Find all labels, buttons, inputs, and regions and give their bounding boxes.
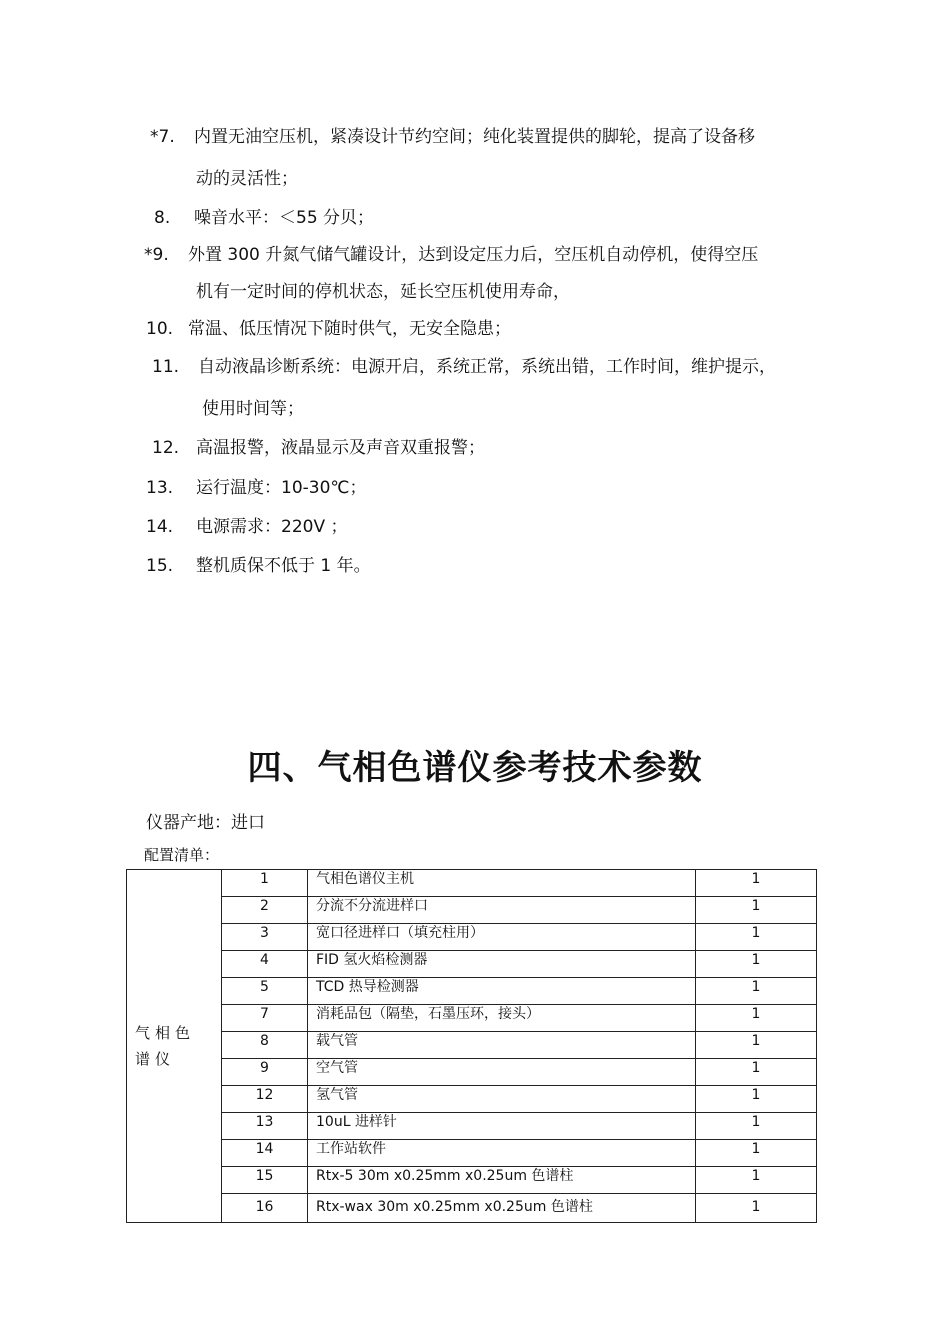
list-item-text: 电源需求：220V ； [196, 517, 348, 537]
item-quantity: 1 [696, 1059, 817, 1086]
item-quantity: 1 [696, 1140, 817, 1167]
list-item-continuation: 使用时间等； [202, 399, 304, 419]
table-row [127, 951, 817, 978]
list-item-text: 噪音水平：＜55 分贝； [194, 208, 375, 228]
list-item-number: *9. [144, 245, 169, 265]
list-item-number: 14. [146, 517, 174, 537]
item-quantity: 1 [696, 951, 817, 978]
list-item-number: 13. [146, 478, 174, 498]
list-item-text: 运行温度：10-30℃； [196, 478, 367, 498]
instrument-origin: 仪器产地：进口 [146, 813, 265, 833]
list-item-number: 12. [152, 438, 180, 458]
item-name: 氢气管 [308, 1086, 696, 1113]
list-item-continuation: 动的灵活性； [196, 169, 298, 189]
item-quantity: 1 [696, 1113, 817, 1140]
config-list-label: 配置清单： [144, 846, 220, 864]
item-name: Rtx-wax 30m x0.25mm x0.25um 色谱柱 [308, 1194, 696, 1223]
item-quantity: 1 [696, 1194, 817, 1223]
item-name: TCD 热导检测器 [308, 978, 696, 1005]
list-item-number: 11. [152, 357, 180, 377]
row-number: 7 [222, 1005, 308, 1032]
table-row [127, 1113, 817, 1140]
item-name: 载气管 [308, 1032, 696, 1059]
item-quantity: 1 [696, 1032, 817, 1059]
table-row [127, 1194, 817, 1223]
table-row [127, 1059, 817, 1086]
row-number: 3 [222, 924, 308, 951]
table-row [127, 1005, 817, 1032]
row-number: 4 [222, 951, 308, 978]
row-number: 2 [222, 897, 308, 924]
item-quantity: 1 [696, 1005, 817, 1032]
section-title: 四、气相色谱仪参考技术参数 [247, 748, 703, 788]
item-name: 空气管 [308, 1059, 696, 1086]
list-item-number: *7. [150, 127, 175, 147]
list-item-text: 内置无油空压机，紧凑设计节约空间；纯化装置提供的脚轮，提高了设备移 [194, 127, 755, 147]
item-quantity: 1 [696, 1167, 817, 1194]
category-cell: 气相色谱仪 [127, 870, 222, 1223]
item-name: FID 氢火焰检测器 [308, 951, 696, 978]
item-quantity: 1 [696, 897, 817, 924]
list-item-text: 外置 300 升氮气储气罐设计，达到设定压力后，空压机自动停机，使得空压 [188, 245, 759, 265]
table-row [127, 897, 817, 924]
item-quantity: 1 [696, 924, 817, 951]
table-row [127, 978, 817, 1005]
row-number: 12 [222, 1086, 308, 1113]
row-number: 16 [222, 1194, 308, 1223]
row-number: 1 [222, 870, 308, 897]
list-item-text: 整机质保不低于 1 年。 [196, 556, 371, 576]
item-name: 气相色谱仪主机 [308, 870, 696, 897]
config-table [126, 869, 817, 1223]
item-quantity: 1 [696, 978, 817, 1005]
item-name: 工作站软件 [308, 1140, 696, 1167]
row-number: 14 [222, 1140, 308, 1167]
item-name: 宽口径进样口（填充柱用） [308, 924, 696, 951]
item-name: 消耗品包（隔垫，石墨压环，接头） [308, 1005, 696, 1032]
item-name: Rtx-5 30m x0.25mm x0.25um 色谱柱 [308, 1167, 696, 1194]
row-number: 13 [222, 1113, 308, 1140]
table-row [127, 1032, 817, 1059]
table-row [127, 870, 817, 897]
table-row [127, 1086, 817, 1113]
row-number: 9 [222, 1059, 308, 1086]
row-number: 8 [222, 1032, 308, 1059]
list-item-number: 8. [154, 208, 171, 228]
list-item-text: 自动液晶诊断系统：电源开启，系统正常，系统出错，工作时间，维护提示， [198, 357, 776, 377]
item-name: 10uL 进样针 [308, 1113, 696, 1140]
item-quantity: 1 [696, 1086, 817, 1113]
table-row [127, 1167, 817, 1194]
list-item-text: 常温、低压情况下随时供气，无安全隐患； [188, 319, 511, 339]
table-row [127, 1140, 817, 1167]
list-item-text: 高温报警，液晶显示及声音双重报警； [196, 438, 485, 458]
row-number: 5 [222, 978, 308, 1005]
list-item-number: 15. [146, 556, 174, 576]
list-item-number: 10. [146, 319, 174, 339]
item-name: 分流不分流进样口 [308, 897, 696, 924]
table-row [127, 924, 817, 951]
item-quantity: 1 [696, 870, 817, 897]
list-item-continuation: 机有一定时间的停机状态，延长空压机使用寿命， [196, 282, 570, 302]
row-number: 15 [222, 1167, 308, 1194]
